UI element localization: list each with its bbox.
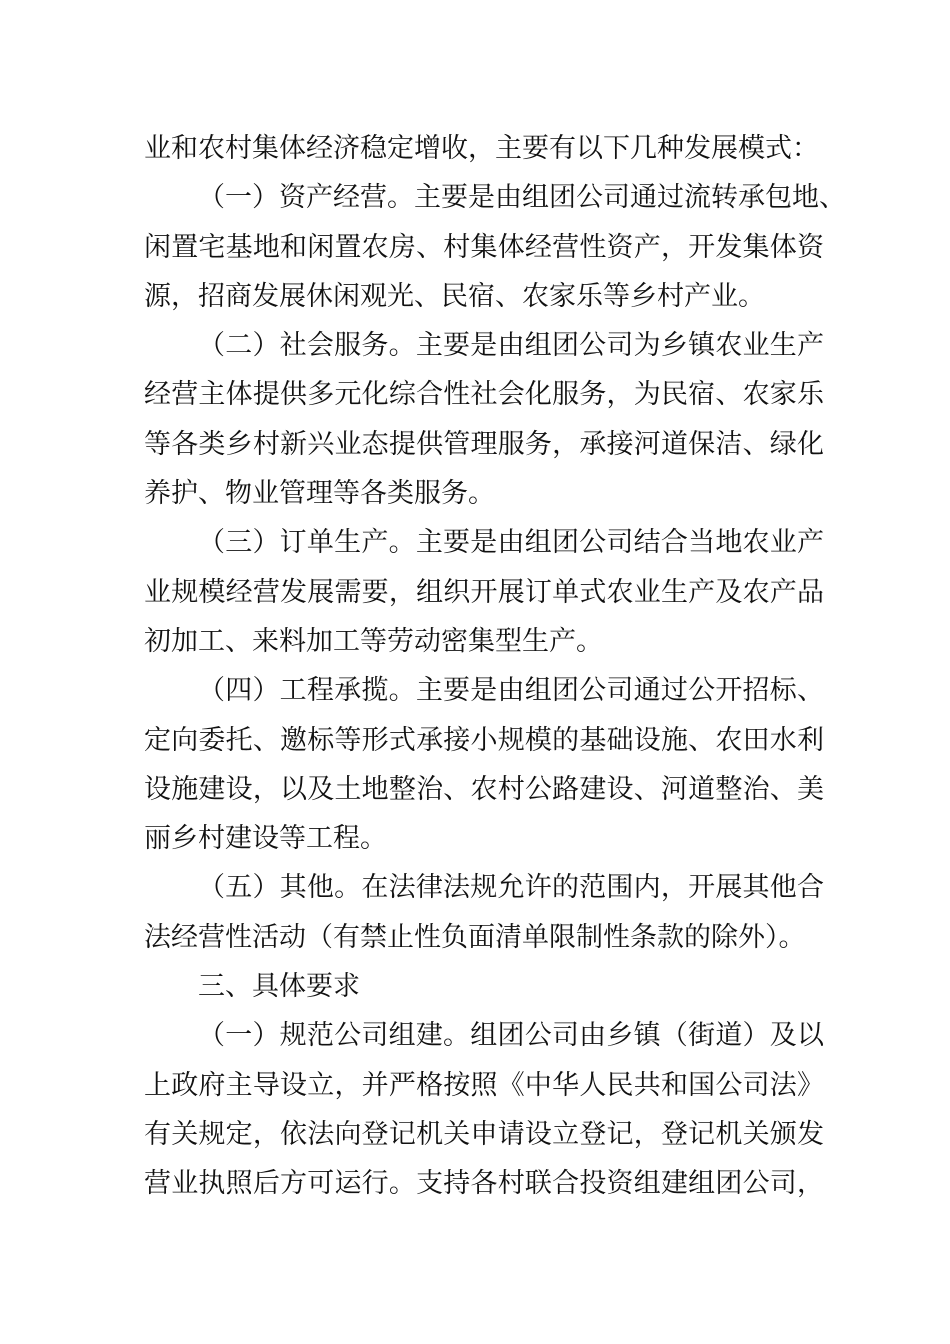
paragraph-line: 营业执照后方可运行。支持各村联合投资组建组团公司， xyxy=(144,1168,824,1200)
paragraph-line: 有关规定，依法向登记机关申请设立登记，登记机关颁发 xyxy=(144,1118,824,1150)
paragraph-line: 源，招商发展休闲观光、民宿、农家乐等乡村产业。 xyxy=(144,280,765,312)
paragraph-line: 养护、物业管理等各类服务。 xyxy=(144,478,495,510)
paragraph-first-line: （三）订单生产。主要是由组团公司结合当地农业产 xyxy=(198,527,824,559)
paragraph-line: 等各类乡村新兴业态提供管理服务，承接河道保洁、绿化 xyxy=(144,428,824,460)
paragraph-line: 初加工、来料加工等劳动密集型生产。 xyxy=(144,625,603,657)
paragraph-first-line: （一）规范公司组建。组团公司由乡镇（街道）及以 xyxy=(198,1020,824,1052)
paragraph-first-line: （四）工程承揽。主要是由组团公司通过公开招标、 xyxy=(198,675,824,707)
paragraph-first-line: （一）资产经营。主要是由组团公司通过流转承包地、 xyxy=(198,182,846,214)
paragraph-line: 丽乡村建设等工程。 xyxy=(144,823,387,855)
paragraph-line: 定向委托、邀标等形式承接小规模的基础设施、农田水利 xyxy=(144,724,824,756)
paragraph-line: 法经营性活动（有禁止性负面清单限制性条款的除外）。 xyxy=(144,921,806,953)
paragraph-first-line: （二）社会服务。主要是由组团公司为乡镇农业生产 xyxy=(198,330,824,362)
paragraph-line: 经营主体提供多元化综合性社会化服务，为民宿、农家乐 xyxy=(144,379,824,411)
paragraph-line: 闲置宅基地和闲置农房、村集体经营性资产，开发集体资 xyxy=(144,231,824,263)
paragraph-line: 设施建设，以及土地整治、农村公路建设、河道整治、美 xyxy=(144,773,824,805)
paragraph-first-line: （五）其他。在法律法规允许的范围内，开展其他合 xyxy=(198,872,824,904)
paragraph-line: 业和农村集体经济稳定增收，主要有以下几种发展模式： xyxy=(144,133,819,164)
paragraph-first-line: 三、具体要求 xyxy=(198,971,360,1003)
body-text xyxy=(144,124,846,1209)
paragraph-line: 业规模经营发展需要，组织开展订单式农业生产及农产品 xyxy=(144,576,824,608)
paragraph-line: 上政府主导设立，并严格按照《中华人民共和国公司法》 xyxy=(144,1069,824,1101)
